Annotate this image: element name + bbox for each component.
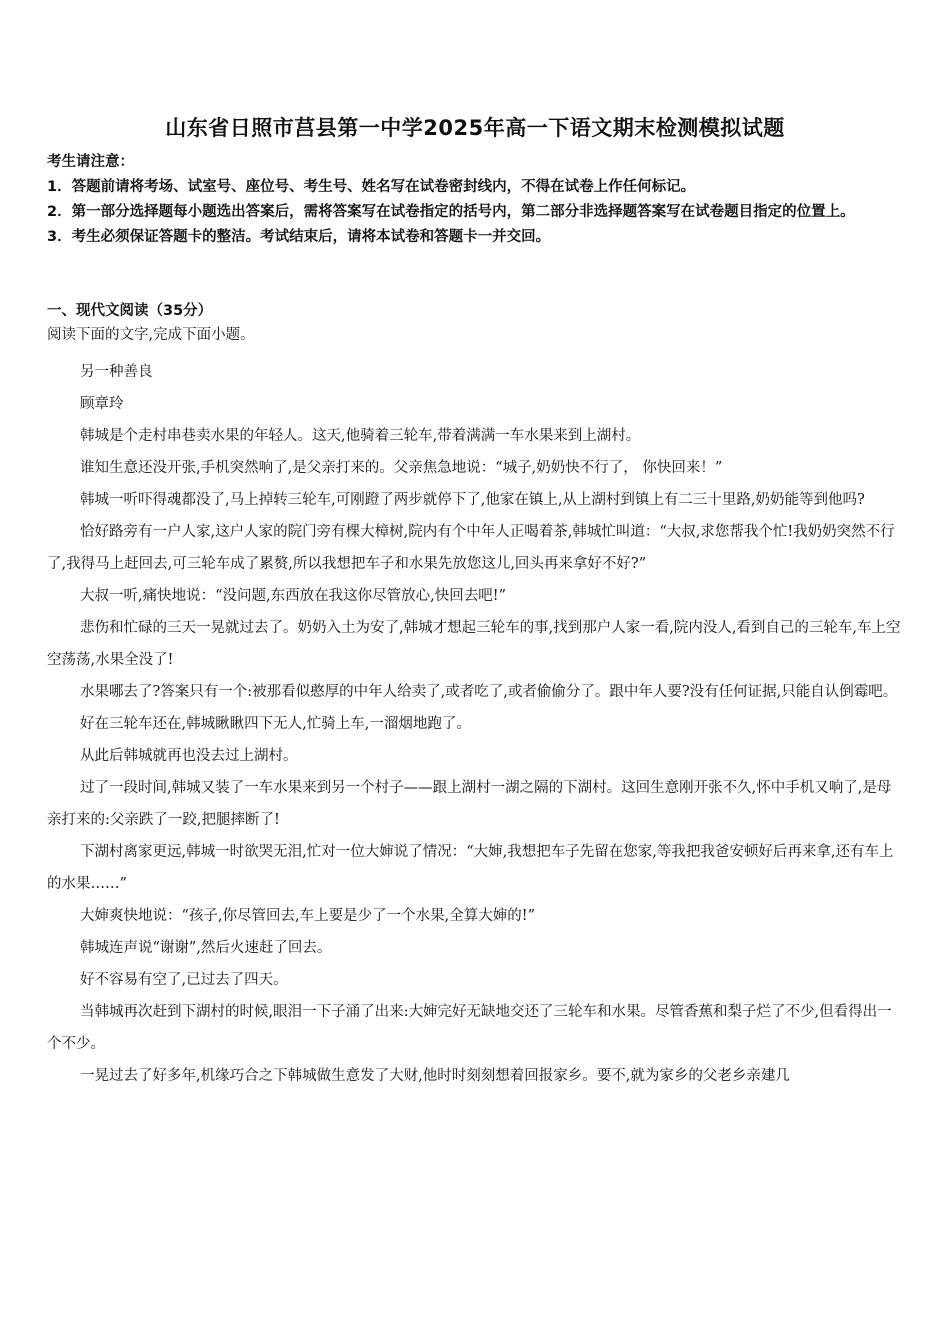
article-paragraph: 恰好路旁有一户人家,这户人家的院门旁有棵大樟树,院内有个中年人正喝着茶,韩城忙叫道：“大叔,求您帮我个忙!我奶奶突然不行了,我得马上赶回去,可三轮车成了累赘,所以我想把车子和水果先放您这儿,回头再来拿好不好?” bbox=[47, 524, 895, 572]
exam-notice bbox=[47, 150, 907, 250]
article-paragraph: 过了一段时间,韩城又装了一车水果来到另一个村子——跟上湖村一湖之隔的下湖村。这回生意刚开张不久,怀中手机又响了,是母亲打来的:父亲跌了一跤,把腿摔断了! bbox=[47, 780, 892, 828]
section-heading: 一、现代文阅读（35分） bbox=[47, 303, 213, 319]
article-paragraph: 当韩城再次赶到下湖村的时候,眼泪一下子涌了出来:大婶完好无缺地交还了三轮车和水果。尽管香蕉和梨子烂了不少,但看得出一个不少。 bbox=[47, 1004, 892, 1052]
article-paragraph: 韩城是个走村串巷卖水果的年轻人。这天,他骑着三轮车,带着满满一车水果来到上湖村。 bbox=[80, 428, 641, 444]
notice-item: 2．第一部分选择题每小题选出答案后，需将答案写在试卷指定的括号内，第二部分非选择题答案写在试卷题目指定的位置上。 bbox=[47, 204, 855, 220]
article-paragraph: 大婶爽快地说：“孩子,你尽管回去,车上要是少了一个水果,全算大婶的!” bbox=[80, 908, 535, 924]
notice-item: 1．答题前请将考场、试室号、座位号、考生号、姓名写在试卷密封线内，不得在试卷上作任何标记。 bbox=[47, 179, 696, 195]
article-paragraph: 好不容易有空了,已过去了四天。 bbox=[80, 972, 288, 988]
article-paragraph: 大叔一听,痛快地说：“没问题,东西放在我这你尽管放心,快回去吧!” bbox=[80, 588, 506, 604]
article-title: 另一种善良 bbox=[80, 364, 153, 380]
article-paragraph: 悲伤和忙碌的三天一晃就过去了。奶奶入土为安了,韩城才想起三轮车的事,找到那户人家一看,院内没人,看到自己的三轮车,车上空空荡荡,水果全没了! bbox=[47, 620, 901, 668]
article-paragraph: 韩城一听吓得魂都没了,马上掉转三轮车,可刚蹬了两步就停下了,他家在镇上,从上湖村到镇上有二三十里路,奶奶能等到他吗? bbox=[80, 492, 865, 508]
page-title: 山东省日照市莒县第一中学2025年高一下语文期末检测模拟试题 bbox=[165, 116, 785, 140]
article-paragraph: 好在三轮车还在,韩城瞅瞅四下无人,忙骑上车,一溜烟地跑了。 bbox=[80, 716, 471, 732]
section-instruction: 阅读下面的文字,完成下面小题。 bbox=[47, 327, 255, 343]
article-paragraph: 下湖村离家更远,韩城一时欲哭无泪,忙对一位大婶说了情况：“大婶,我想把车子先留在您家,等我把我爸安顿好后再来拿,还有车上的水果……” bbox=[47, 844, 894, 892]
notice-item: 3．考生必须保证答题卡的整洁。考试结束后，请将本试卷和答题卡一并交回。 bbox=[47, 229, 551, 245]
article-paragraph: 谁知生意还没开张,手机突然响了,是父亲打来的。父亲焦急地说：“城子,奶奶快不行了， 你快回来！” bbox=[80, 460, 723, 476]
notice-heading: 考生请注意： bbox=[47, 154, 134, 170]
article-paragraph: 从此后韩城就再也没去过上湖村。 bbox=[80, 748, 298, 764]
article-paragraph: 水果哪去了?答案只有一个:被那看似憨厚的中年人给卖了,或者吃了,或者偷偷分了。跟中年人要?没有任何证据,只能自认倒霉吧。 bbox=[80, 684, 898, 700]
article-author: 顾章玲 bbox=[80, 396, 124, 412]
reading-article bbox=[47, 356, 905, 1092]
article-paragraph: 韩城连声说“谢谢”,然后火速赶了回去。 bbox=[80, 940, 332, 956]
article-paragraph: 一晃过去了好多年,机缘巧合之下韩城做生意发了大财,他时时刻刻想着回报家乡。要不,就为家乡的父老乡亲建几 bbox=[80, 1068, 790, 1084]
